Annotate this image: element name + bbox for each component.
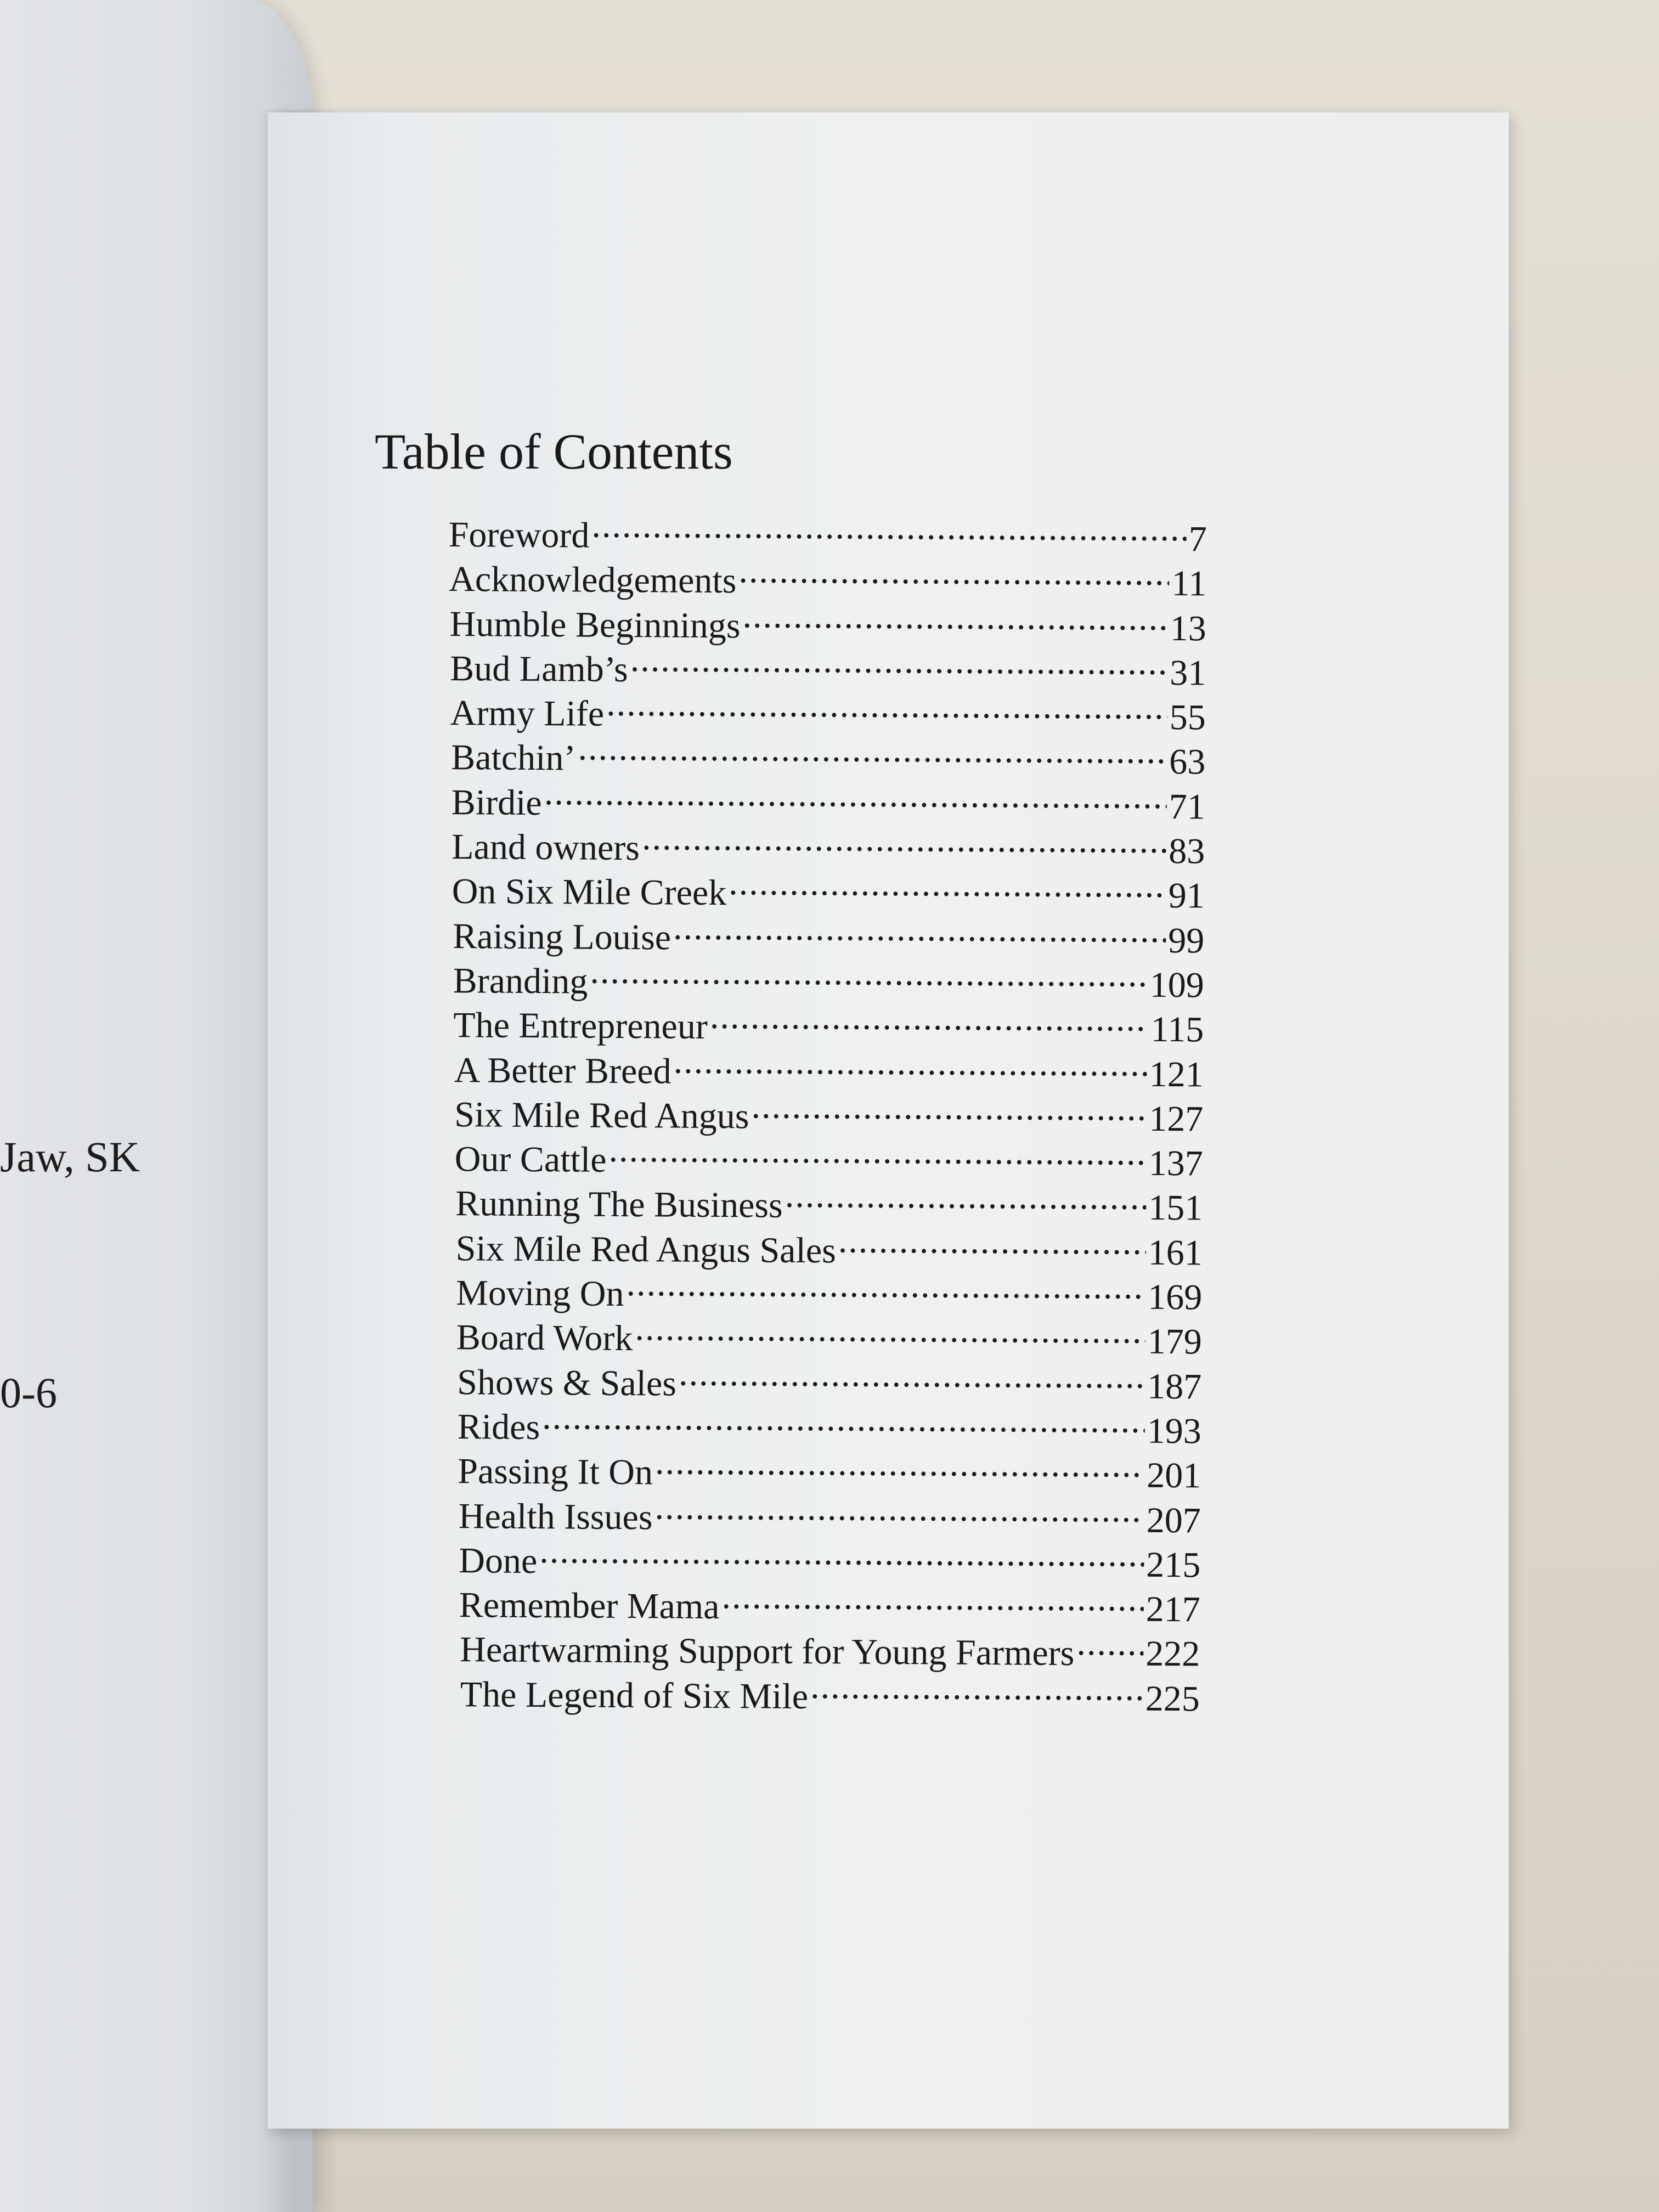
toc-dot-leader [542, 1403, 1145, 1443]
toc-chapter-title: Acknowledgements [449, 559, 737, 601]
toc-dot-leader [710, 1002, 1149, 1041]
toc-entry [458, 1447, 1201, 1496]
toc-dot-leader [590, 957, 1148, 997]
toc-chapter-title: Done [459, 1540, 538, 1581]
toc-page-number: 91 [1168, 876, 1205, 916]
toc-page-number: 121 [1149, 1054, 1204, 1094]
toc-chapter-title: On Six Mile Creek [452, 871, 727, 913]
toc-dot-leader [810, 1672, 1143, 1711]
toc-chapter-title: A Better Breed [454, 1049, 672, 1092]
toc-dot-leader [608, 1136, 1147, 1175]
toc-page-number: 179 [1147, 1322, 1202, 1362]
toc-chapter-title: Shows & Sales [457, 1362, 677, 1404]
toc-dot-leader [591, 511, 1187, 551]
toc-chapter-title: Heartwarming Support for Young Farmers [460, 1629, 1075, 1674]
toc-entry [452, 778, 1205, 827]
toc-dot-leader [578, 734, 1167, 774]
toc-page-number: 217 [1146, 1589, 1201, 1630]
toc-dot-leader [539, 1537, 1144, 1577]
toc-page-number: 109 [1149, 964, 1204, 1006]
toc-page-number: 137 [1148, 1143, 1203, 1184]
toc-chapter-title: Moving On [456, 1273, 624, 1314]
toc-entry [450, 644, 1206, 693]
toc-dot-leader [679, 1359, 1146, 1398]
toc-chapter-title: Health Issues [458, 1496, 653, 1537]
toc-chapter-title: Birdie [451, 782, 542, 823]
toc-entry [453, 912, 1204, 961]
toc-entry [450, 600, 1206, 649]
toc-dot-leader [630, 645, 1168, 685]
toc-entry [455, 1180, 1203, 1229]
toc-dot-leader [838, 1226, 1146, 1264]
toc-entry [452, 822, 1205, 872]
toc-chapter-title: Six Mile Red Angus [454, 1094, 749, 1137]
toc-chapter-title: Branding [453, 961, 588, 1002]
toc-page-number: 215 [1146, 1544, 1201, 1585]
toc-entry [460, 1626, 1200, 1675]
toc-entry [454, 1046, 1204, 1095]
toc-page-number: 225 [1145, 1678, 1200, 1719]
toc-page-number: 63 [1169, 742, 1206, 782]
toc-dot-leader [1076, 1629, 1143, 1666]
toc-page-number: 201 [1147, 1455, 1201, 1496]
toc-page-number: 127 [1149, 1098, 1204, 1139]
left-page-text-fragment: Jaw, SK [0, 1133, 140, 1181]
toc-chapter-title: The Legend of Six Mile [460, 1674, 809, 1717]
toc-page-number: 31 [1169, 652, 1206, 693]
toc-entry [451, 733, 1205, 783]
toc-page-number: 11 [1171, 563, 1207, 604]
toc-chapter-title: Army Life [450, 693, 605, 734]
toc-chapter-title: Passing It On [458, 1451, 653, 1493]
toc-chapter-title: Humble Beginnings [449, 603, 741, 646]
toc-chapter-title: Batchin’ [451, 737, 576, 778]
toc-entry [458, 1402, 1201, 1452]
toc-entry [456, 1313, 1202, 1362]
page-title: Table of Contents [375, 424, 733, 479]
toc-page-number: 99 [1168, 920, 1205, 961]
toc-page-number: 151 [1148, 1188, 1203, 1228]
toc-page-number: 207 [1146, 1500, 1201, 1541]
toc-entry [459, 1581, 1200, 1630]
toc-dot-leader [738, 557, 1170, 596]
left-page-text-fragment: 0-6 [0, 1369, 57, 1417]
toc-page-number: 222 [1146, 1634, 1200, 1674]
toc-entry [452, 867, 1205, 916]
toc-entry [453, 956, 1204, 1006]
toc-chapter-title: Board Work [456, 1317, 633, 1359]
toc-entry [449, 555, 1206, 604]
toc-dot-leader [606, 690, 1167, 729]
toc-chapter-title: Foreword [448, 514, 590, 556]
toc-chapter-title: Six Mile Red Angus Sales [455, 1228, 837, 1271]
toc-chapter-title: Land owners [452, 827, 640, 868]
toc-dot-leader [655, 1448, 1145, 1487]
toc-page-number: 83 [1169, 831, 1205, 872]
toc-dot-leader [729, 869, 1166, 908]
toc-dot-leader [742, 601, 1168, 640]
toc-page-number: 13 [1170, 608, 1206, 649]
table-of-contents-page [268, 112, 1509, 2129]
toc-entry [456, 1224, 1203, 1273]
toc-page-number: 55 [1169, 697, 1206, 738]
toc-entry [459, 1536, 1200, 1585]
toc-page-number: 71 [1169, 786, 1205, 827]
toc-entry [459, 1492, 1201, 1541]
toc-dot-leader [642, 823, 1167, 863]
toc-list [442, 510, 1207, 1719]
toc-page-number: 169 [1148, 1277, 1203, 1318]
toc-chapter-title: Raising Louise [453, 916, 672, 958]
toc-chapter-title: Remember Mama [459, 1585, 720, 1627]
toc-dot-leader [674, 1047, 1148, 1086]
toc-entry [457, 1358, 1201, 1407]
toc-dot-leader [673, 913, 1166, 952]
toc-chapter-title: Running The Business [455, 1183, 783, 1226]
toc-page-number: 161 [1148, 1232, 1203, 1273]
toc-dot-leader [544, 778, 1167, 819]
toc-chapter-title: Bud Lamb’s [450, 648, 628, 690]
toc-page-number: 115 [1150, 1009, 1204, 1050]
toc-entry [455, 1135, 1203, 1184]
toc-page-number: 187 [1147, 1366, 1202, 1407]
toc-dot-leader [654, 1493, 1144, 1532]
toc-entry [450, 689, 1206, 738]
toc-dot-leader [626, 1269, 1146, 1309]
toc-chapter-title: Rides [457, 1407, 540, 1447]
toc-entry [460, 1670, 1200, 1719]
toc-entry [453, 1001, 1204, 1050]
toc-dot-leader [635, 1314, 1146, 1353]
toc-dot-leader [785, 1181, 1147, 1220]
toc-dot-leader [721, 1582, 1144, 1621]
toc-page-number: 7 [1188, 519, 1207, 560]
toc-entry [456, 1268, 1202, 1318]
toc-entry [454, 1090, 1203, 1139]
toc-page-number: 193 [1147, 1410, 1201, 1452]
toc-entry [449, 510, 1207, 560]
toc-dot-leader [751, 1092, 1147, 1130]
toc-chapter-title: Our Cattle [454, 1139, 607, 1180]
toc-chapter-title: The Entrepreneur [453, 1005, 708, 1047]
